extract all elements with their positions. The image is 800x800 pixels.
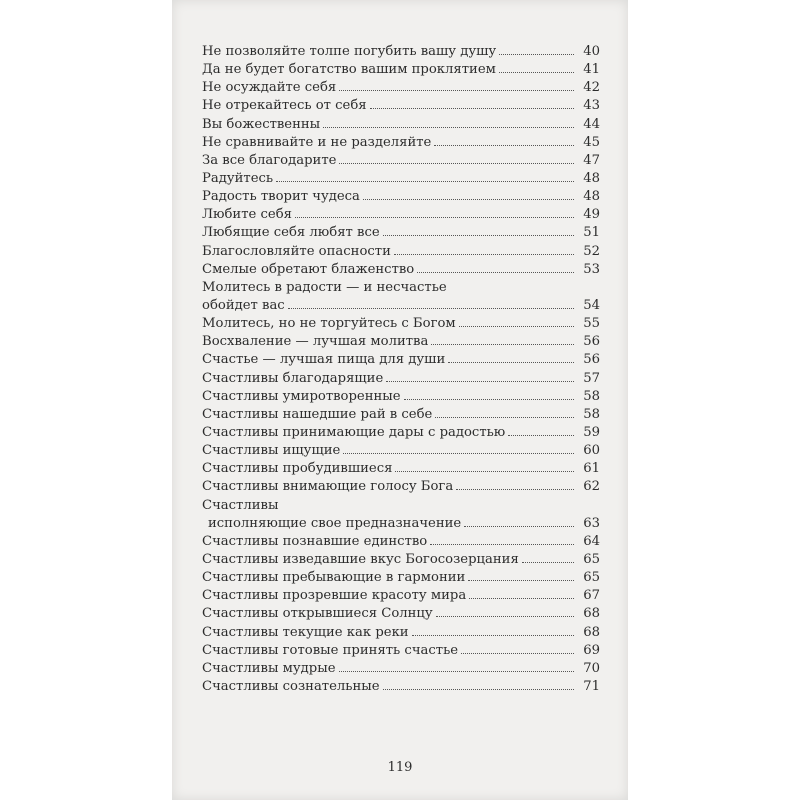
- toc-entry-page: 43: [583, 98, 600, 114]
- toc-entry: [202, 388, 600, 406]
- toc-entry-page: 70: [583, 660, 600, 676]
- toc-entry-title: Счастливы готовые принять счастье: [202, 642, 459, 658]
- dot-leader: [339, 671, 574, 672]
- dot-leader: [417, 272, 574, 273]
- toc-entry: [202, 370, 600, 388]
- toc-entry-title: За все благодарите: [202, 152, 337, 168]
- toc-entry-title: Счастливы познавшие единство: [202, 533, 428, 549]
- toc-entry: [202, 624, 600, 642]
- toc-entry-page: 40: [583, 44, 600, 59]
- dot-leader: [459, 326, 574, 327]
- dot-leader: [295, 217, 574, 218]
- toc-entry-page: 41: [583, 62, 600, 78]
- toc-entry: [202, 297, 600, 315]
- dot-leader: [412, 635, 574, 636]
- toc-entry-title: Счастливы ищущие: [202, 443, 341, 459]
- toc-entry-page: 55: [583, 316, 600, 332]
- toc-entry: [202, 660, 600, 678]
- dot-leader: [461, 653, 574, 654]
- dot-leader: [323, 127, 574, 128]
- toc-entry-title: Счастливы пребывающие в гармонии: [202, 570, 466, 586]
- toc-entry-page: 62: [583, 479, 600, 495]
- toc-entry-title: Не осуждайте себя: [202, 80, 337, 96]
- toc-entry-title: Счастливы открывшиеся Солнцу: [202, 606, 433, 622]
- toc-entry: [202, 243, 600, 261]
- toc-entry: [202, 116, 600, 134]
- dot-leader: [288, 308, 574, 309]
- dot-leader: [343, 453, 574, 454]
- toc-entry: [202, 460, 600, 478]
- dot-leader: [395, 471, 574, 472]
- toc-entry-title: Счастливы умиротворенные: [202, 388, 401, 404]
- toc-entry: [202, 551, 600, 569]
- toc-entry-title: Смелые обретают блаженство: [202, 261, 415, 277]
- toc-entry: [202, 134, 600, 152]
- toc-entry-page: 47: [583, 152, 600, 168]
- dot-leader: [499, 54, 574, 55]
- dot-leader: [522, 562, 574, 563]
- toc-entry: [202, 351, 600, 369]
- toc-entry-page: 61: [583, 461, 600, 477]
- toc-entry: [202, 224, 600, 242]
- toc-entry: [202, 587, 600, 605]
- toc-entry-title: Счастливы изведавшие вкус Богосозерцания: [202, 551, 519, 567]
- toc-entry-title: Благословляйте опасности: [202, 243, 391, 259]
- toc-entry-title: Радость творит чудеса: [202, 189, 360, 205]
- dot-leader: [370, 108, 574, 109]
- toc-entry-page: 67: [583, 588, 600, 604]
- dot-leader: [431, 344, 574, 345]
- toc-entry: [202, 279, 600, 297]
- toc-entry-title: Любящие себя любят все: [202, 225, 380, 241]
- toc-entry-title: Восхваление — лучшая молитва: [202, 334, 429, 350]
- toc-entry-page: 56: [583, 334, 600, 350]
- toc-entry-page: 68: [583, 606, 600, 622]
- toc-entry-title: Счастливы принимающие дары с радостью: [202, 424, 506, 440]
- toc-entry: [202, 61, 600, 79]
- toc-entry: [202, 333, 600, 351]
- dot-leader: [468, 580, 574, 581]
- toc-entry: [202, 188, 600, 206]
- toc-entry: [202, 642, 600, 660]
- toc-entry: [202, 424, 600, 442]
- toc-entry: [202, 569, 600, 587]
- toc-entry-title: Счастье — лучшая пища для души: [202, 352, 446, 368]
- toc-entry: [202, 97, 600, 115]
- toc-entry-page: 52: [583, 243, 600, 259]
- toc-entry-title: Не отрекайтесь от себя: [202, 98, 367, 114]
- toc-entry: [202, 442, 600, 460]
- toc-entry-page: 64: [583, 533, 600, 549]
- toc-entry-page: 53: [583, 261, 600, 277]
- toc-entry-page: 69: [583, 642, 600, 658]
- toc-entry-title: Да не будет богатство вашим проклятием: [202, 62, 496, 78]
- toc-entry-page: 71: [583, 678, 600, 694]
- toc-entry-page: 45: [583, 134, 600, 150]
- dot-leader: [469, 598, 574, 599]
- toc-entry-page: 44: [583, 116, 600, 132]
- toc-entry-page: 48: [583, 189, 600, 205]
- toc-entry-page: 60: [583, 443, 600, 459]
- toc-entry: [202, 315, 600, 333]
- toc-entry: [202, 515, 600, 533]
- dot-leader: [508, 435, 574, 436]
- toc-entry: [202, 605, 600, 623]
- dot-leader: [436, 616, 574, 617]
- toc-entry: [202, 152, 600, 170]
- dot-leader: [448, 362, 574, 363]
- dot-leader: [434, 145, 574, 146]
- toc-entry-title: Не позволяйте толпе погубить вашу душу: [202, 44, 497, 59]
- dot-leader: [430, 544, 574, 545]
- toc-entry-title: Радуйтесь: [202, 170, 274, 186]
- dot-leader: [363, 199, 574, 200]
- table-of-contents: [202, 43, 600, 696]
- toc-entry: [202, 533, 600, 551]
- dot-leader: [339, 90, 574, 91]
- toc-entry: [202, 79, 600, 97]
- page-number: 119: [387, 760, 413, 775]
- toc-entry-page: 54: [583, 297, 600, 313]
- toc-entry-title: Счастливы мудрые: [202, 660, 336, 676]
- toc-entry-title: Счастливы сознательные: [202, 678, 380, 694]
- toc-entry: [202, 206, 600, 224]
- dot-leader: [276, 181, 574, 182]
- toc-entry-page: 65: [583, 551, 600, 567]
- toc-entry-title: Счастливы внимающие голосу Бога: [202, 479, 454, 495]
- toc-entry-title: Молитесь, но не торгуйтесь с Богом: [202, 316, 456, 332]
- toc-entry-page: 63: [583, 515, 600, 531]
- dot-leader: [435, 417, 574, 418]
- toc-entry-title: Счастливы прозревшие красоту мира: [202, 588, 467, 604]
- dot-leader: [386, 381, 574, 382]
- toc-entry: [202, 497, 600, 515]
- toc-entry-page: 58: [583, 406, 600, 422]
- toc-entry-page: 68: [583, 624, 600, 640]
- dot-leader: [383, 235, 574, 236]
- dot-leader: [499, 72, 574, 73]
- toc-entry-title: Любите себя: [202, 207, 292, 223]
- dot-leader: [464, 526, 574, 527]
- toc-entry-title: Счастливы нашедшие рай в себе: [202, 406, 433, 422]
- toc-entry-title: Счастливы текущие как реки: [202, 624, 409, 640]
- toc-entry-page: 51: [583, 225, 600, 241]
- toc-entry-title: Молитесь в радости — и несчастье: [202, 279, 447, 295]
- toc-entry-page: 59: [583, 424, 600, 440]
- toc-entry-page: 56: [583, 352, 600, 368]
- toc-entry-title: исполняющие свое предназначение: [208, 515, 462, 531]
- toc-entry-title: обойдет вас: [202, 297, 285, 313]
- dot-leader: [339, 163, 574, 164]
- toc-entry: [202, 406, 600, 424]
- toc-entry-page: 65: [583, 570, 600, 586]
- dot-leader: [383, 689, 574, 690]
- toc-entry-title: Не сравнивайте и не разделяйте: [202, 134, 432, 150]
- toc-entry-page: 48: [583, 170, 600, 186]
- toc-entry-title: Вы божественны: [202, 116, 321, 132]
- dot-leader: [404, 399, 574, 400]
- dot-leader: [456, 489, 574, 490]
- toc-entry: [202, 261, 600, 279]
- toc-entry-page: 49: [583, 207, 600, 223]
- book-page: [172, 0, 628, 800]
- toc-entry: [202, 678, 600, 696]
- toc-entry: [202, 43, 600, 61]
- toc-entry-page: 42: [583, 80, 600, 96]
- toc-entry-title: Счастливы благодарящие: [202, 370, 384, 386]
- dot-leader: [394, 254, 574, 255]
- toc-entry: [202, 478, 600, 496]
- toc-entry-page: 57: [583, 370, 600, 386]
- toc-entry-title: Счастливы пробудившиеся: [202, 461, 393, 477]
- toc-entry-page: 58: [583, 388, 600, 404]
- toc-entry-title: Счастливы: [202, 497, 279, 513]
- toc-entry: [202, 170, 600, 188]
